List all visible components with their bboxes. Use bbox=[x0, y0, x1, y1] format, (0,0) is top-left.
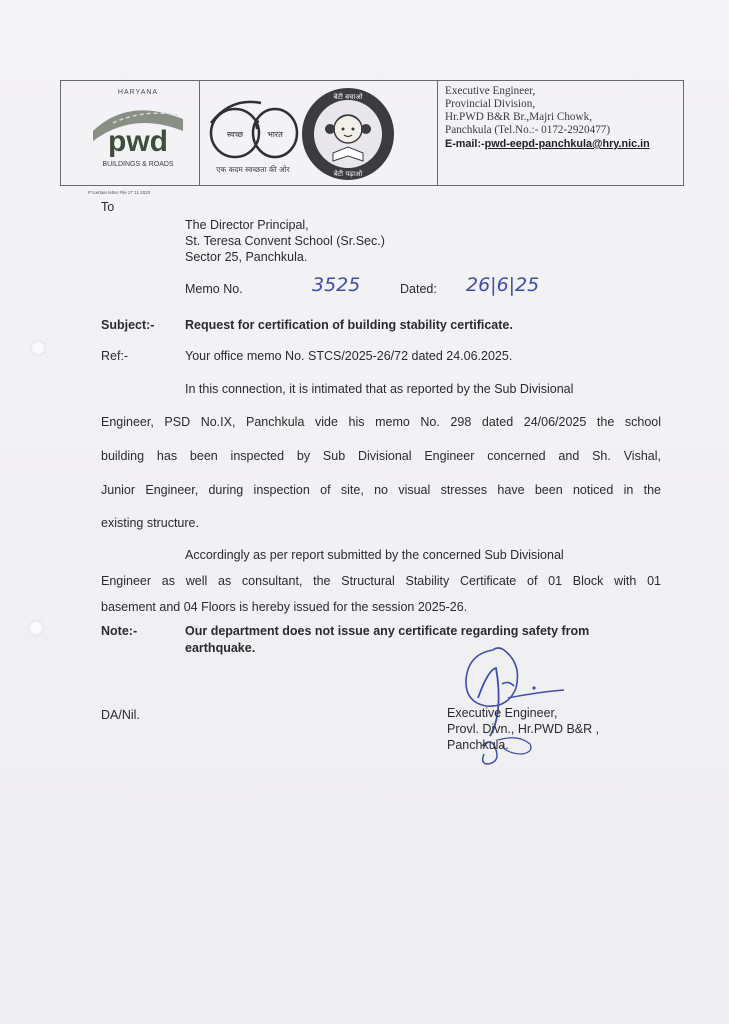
signatory-line-1: Executive Engineer, bbox=[447, 706, 558, 720]
note-line-2: earthquake. bbox=[185, 641, 256, 655]
swachh-left-word: स्वच्छ bbox=[226, 130, 244, 139]
paragraph2-line-1: Accordingly as per report submitted by the concerned Sub Divisional bbox=[185, 548, 564, 562]
enclosure: DA/Nil. bbox=[101, 708, 140, 722]
pwd-logo-subtitle: BUILDINGS & ROADS bbox=[102, 161, 174, 168]
letterhead-divider-right bbox=[437, 81, 438, 185]
note-label: Note:- bbox=[101, 624, 138, 638]
office-address bbox=[445, 85, 685, 151]
pwd-logo-main: pwd bbox=[108, 125, 168, 157]
spectacles-icon bbox=[201, 93, 305, 163]
paragraph2-line-3: basement and 04 Floors is hereby issued for the session 2025-26. bbox=[101, 600, 468, 614]
address-line-1: Executive Engineer, bbox=[445, 85, 536, 97]
office-email bbox=[445, 138, 685, 151]
dated-label: Dated: bbox=[400, 282, 437, 296]
file-reference: P:\certain letter File 27 11 2020 bbox=[88, 190, 151, 195]
paragraph1-line-4: Junior Engineer, during inspection of site, no visual stresses have been noticed in the bbox=[101, 483, 661, 497]
beti-top-text: बेटी बचाओ bbox=[333, 93, 363, 101]
email-address[interactable]: pwd-eepd-panchkula@hry.nic.in bbox=[484, 138, 650, 150]
recipient-line-2: St. Teresa Convent School (Sr.Sec.) bbox=[185, 234, 385, 248]
memo-label: Memo No. bbox=[185, 282, 243, 296]
punch-hole-top bbox=[30, 340, 46, 356]
paragraph1-line-5: existing structure. bbox=[101, 516, 199, 530]
ref-text: Your office memo No. STCS/2025-26/72 dated 24.06.2025. bbox=[185, 349, 513, 363]
swachh-caption: एक कदम स्वच्छता की ओर bbox=[216, 165, 290, 174]
dated-handwritten: 26|6|25 bbox=[466, 274, 540, 296]
letterhead bbox=[60, 80, 684, 186]
swachh-right-word: भारत bbox=[267, 130, 283, 139]
ref-label: Ref:- bbox=[101, 349, 129, 363]
email-label: E-mail:- bbox=[445, 138, 485, 150]
signatory-line-2: Provl. Divn., Hr.PWD B&R , bbox=[447, 722, 600, 736]
paragraph1-line-2: Engineer, PSD No.IX, Panchkula vide his memo No. 298 dated 24/06/2025 the school bbox=[101, 415, 661, 429]
address-line-2: Provincial Division, bbox=[445, 98, 536, 110]
girl-reading-icon bbox=[299, 85, 397, 183]
to-label: To bbox=[101, 200, 115, 214]
punch-hole-bottom bbox=[28, 620, 44, 636]
letterhead-divider-left bbox=[199, 81, 200, 185]
pwd-road-icon bbox=[83, 101, 193, 157]
subject-label: Subject:- bbox=[101, 318, 155, 332]
beti-bachao-logo bbox=[299, 85, 397, 183]
paragraph1-line-1: In this connection, it is intimated that as reported by the Sub Divisional bbox=[185, 382, 574, 396]
beti-bottom-text: बेटी पढ़ाओ bbox=[333, 170, 363, 178]
recipient-line-1: The Director Principal, bbox=[185, 218, 309, 232]
subject-text: Request for certification of building stability certificate. bbox=[185, 318, 513, 332]
pwd-logo-title: HARYANA bbox=[117, 89, 159, 96]
signatory-line-3: Panchkula. bbox=[447, 738, 509, 752]
recipient-line-3: Sector 25, Panchkula. bbox=[185, 250, 308, 264]
swachh-bharat-logo bbox=[201, 93, 305, 179]
address-line-3: Hr.PWD B&R Br.,Majri Chowk, bbox=[445, 111, 592, 123]
paragraph2-line-2: Engineer as well as consultant, the Structural Stability Certificate of 01 Block with 01 bbox=[101, 574, 661, 588]
note-line-1: Our department does not issue any certificate regarding safety from bbox=[185, 624, 590, 638]
paragraph1-line-3: building has been inspected by Sub Divisional Engineer concerned and Sh. Vishal, bbox=[101, 449, 661, 463]
memo-number-handwritten: 3525 bbox=[312, 274, 361, 296]
address-line-4: Panchkula (Tel.No.:- 0172-2920477) bbox=[445, 124, 611, 136]
pwd-logo bbox=[83, 87, 193, 179]
